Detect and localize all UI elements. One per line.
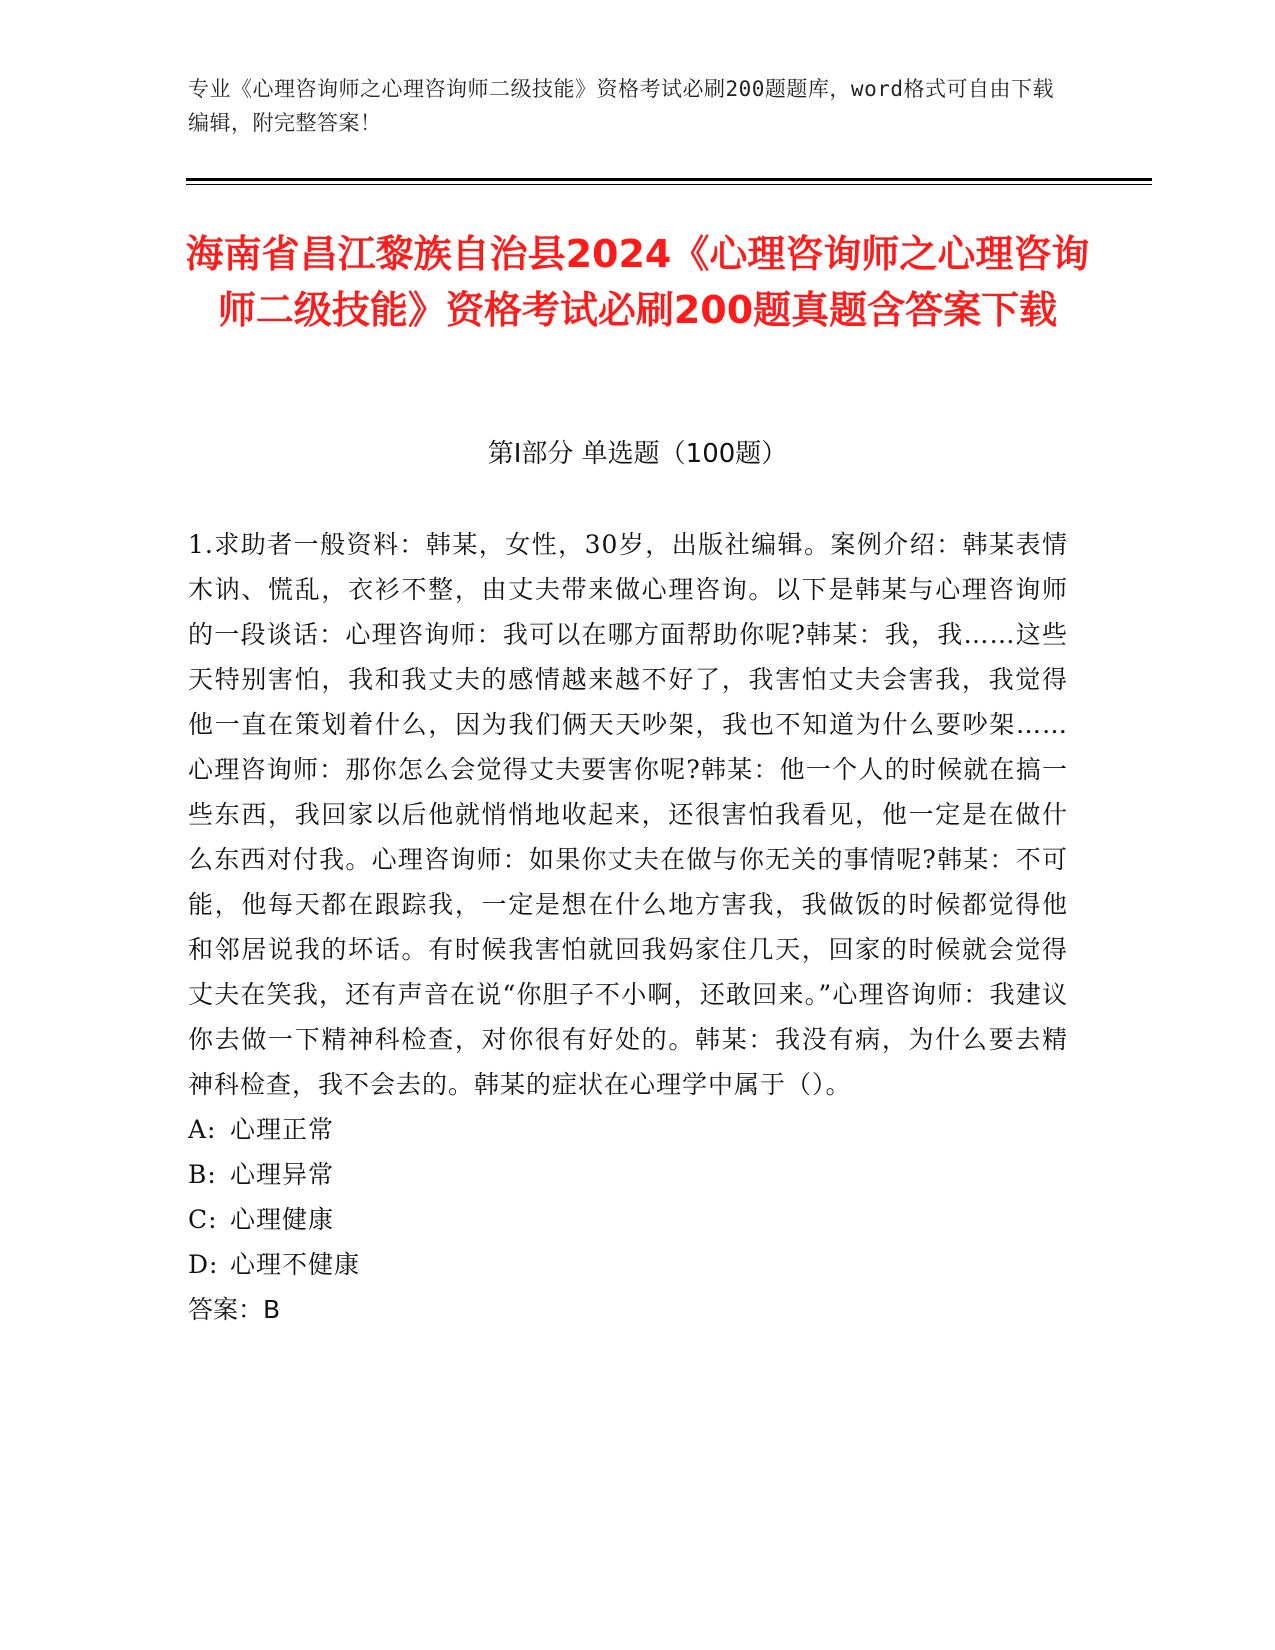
document-title: 海南省昌江黎族自治县2024《心理咨询师之心理咨询师二级技能》资格考试必刷200题真题含答案下载 xyxy=(185,232,1090,332)
answer: 答案：B xyxy=(188,1295,281,1324)
section-title: 第I部分 单选题（100题） xyxy=(487,439,788,469)
option-b-label: B: xyxy=(188,1160,217,1189)
option-c xyxy=(188,1197,1068,1242)
option-d xyxy=(188,1242,1068,1287)
header-rule-thin xyxy=(186,184,1152,185)
question-text: 1.求助者一般资料：韩某，女性，30岁，出版社编辑。案例介绍：韩某表情木讷、慌乱，衣衫不整，由丈夫带来做心理咨询。以下是韩某与心理咨询师的一段谈话：心理咨询师：我可以在哪方面帮助你呢?韩某：我，我……这些天特别害怕，我和我丈夫的感情越来越不好了，我害怕丈夫会害我，我觉得他一直在策划着什么，因为我们俩天天吵架，我也不知道为什么要吵架……心理咨询师：那你怎么会觉得丈夫要害你呢?韩某：他一个人的时候就在搞一些东西，我回家以后他就悄悄地收起来，还很害怕我看见，他一定是在做什么东西对付我。心理咨询师：如果你丈夫在做与你无关的事情呢?韩某：不可能，他每天都在跟踪我，一定是想在什么地方害我，我做饭的时候都觉得他和邻居说我的坏话。有时候我害怕就回我妈家住几天，回家的时候就会觉得丈夫在笑我，还有声音在说“你胆子不小啊，还敢回来。”心理咨询师：我建议你去做一下精神科检查，对你很有好处的。韩某：我没有病，为什么要去精神科检查，我不会去的。韩某的症状在心理学中属于（）。 xyxy=(188,530,1068,1099)
option-d-label: D: xyxy=(188,1250,219,1279)
option-a xyxy=(188,1107,1068,1152)
option-b-text: 心理异常 xyxy=(230,1160,335,1189)
option-b xyxy=(188,1152,1068,1197)
header-note: 专业《心理咨询师之心理咨询师二级技能》资格考试必刷200题题库，word格式可自由下载编辑，附完整答案！ xyxy=(188,77,1054,135)
question-block xyxy=(188,522,1068,1332)
option-c-label: C: xyxy=(188,1205,218,1234)
header-rule-thick xyxy=(186,178,1152,181)
option-a-text: 心理正常 xyxy=(230,1115,335,1144)
option-a-label: A: xyxy=(188,1115,217,1144)
option-c-text: 心理健康 xyxy=(230,1205,335,1234)
option-d-text: 心理不健康 xyxy=(230,1250,361,1279)
